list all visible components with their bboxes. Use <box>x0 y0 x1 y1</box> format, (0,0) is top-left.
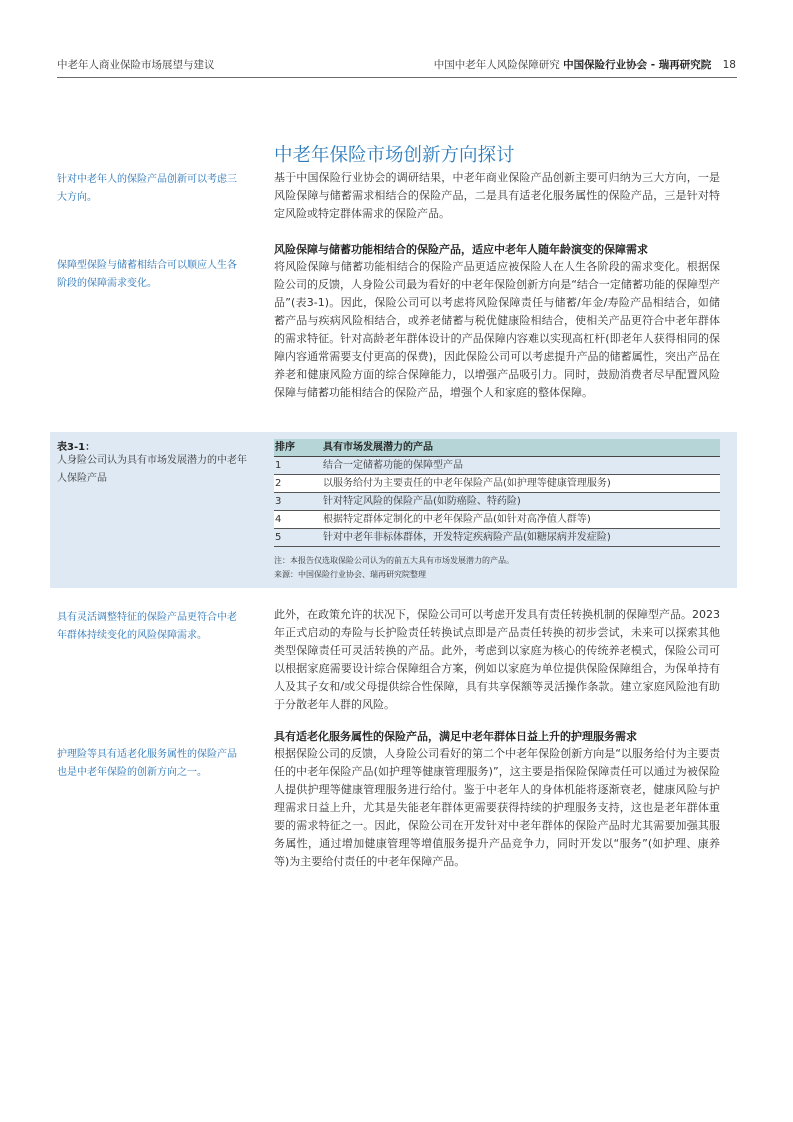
header-product: 具有市场发展潜力的产品 <box>323 442 433 453</box>
header-report-title: 中国中老年人风险保障研究 <box>433 59 560 71</box>
table-row <box>274 511 720 529</box>
row-product: 以服务给付为主要责任的中老年保险产品(如护理等健康管理服务) <box>323 478 611 489</box>
table-row <box>274 493 720 511</box>
side-note-1: 针对中老年人的保险产品创新可以考虑三大方向。 <box>57 174 237 203</box>
section2-heading: 具有适老化服务属性的保险产品，满足中老年群体日益上升的护理服务需求 <box>274 730 637 743</box>
flexible-products-paragraph: 此外，在政策允许的状况下，保险公司可以考虑开发具有责任转换机制的保障型产品。2023年正式启动的寿险与长护险责任转换试点即是产品责任转换的初步尝试，未来可以探索其他类型保障责任可灵活转换的产品。此外，考虑到以家庭为核心的传统养老模式，保险公司可以根据家庭需要设计综合保障组合方案，例如以家庭为单位提供保险保障组合，为保单持有人及其子女和/或父母提供综合性保障，具有共享保额等灵活操作条款。建立家庭风险池有助于分散老年人群的风险。 <box>274 608 720 711</box>
running-header-right <box>434 57 736 72</box>
table-label: 表3-1： <box>57 442 96 453</box>
header-divider <box>57 77 737 78</box>
side-note-3: 具有灵活调整特征的保险产品更符合中老年群体持续变化的风险保障需求。 <box>57 612 237 641</box>
row-rank: 2 <box>275 478 282 489</box>
page-number: 18 <box>722 59 736 71</box>
row-rank: 5 <box>275 532 282 543</box>
side-note-4: 护理险等具有适老化服务属性的保险产品也是中老年保险的创新方向之一。 <box>57 749 237 778</box>
section2-body: 根据保险公司的反馈，人身险公司看好的第二个中老年保险创新方向是“以服务给付为主要责任的中老年保险产品(如护理等健康管理服务)”，这主要是指保险保障责任可以通过为被保险人提供护理等健康管理服务进行给付。鉴于中老年人的身体机能将逐渐衰老，健康风险与护理需求日益上升，尤其是失能老年群体更需要获得持续的护理服务支持，这也是老年群体重要的需求特征之一。因此，保险公司在开发针对中老年群体的保险产品时尤其需要加强其服务属性，通过增加健康管理等增值服务提升产品竞争力，同时开发以“服务”(如护理、康养等)为主要给付责任的中老年保障产品。 <box>274 747 720 868</box>
header-publisher: 中国保险行业协会 - 瑞再研究院 <box>563 59 712 71</box>
table-row <box>274 529 720 547</box>
table-note: 注：本报告仅选取保险公司认为的前五大具有市场发展潜力的产品。 <box>274 556 514 565</box>
row-product: 针对特定风险的保险产品(如防癌险、特药险) <box>323 496 521 507</box>
row-product: 针对中老年非标体群体，开发特定疾病险产品(如糖尿病并发症险) <box>323 532 611 543</box>
side-note-2: 保障型保险与储蓄相结合可以顺应人生各阶段的保障需求变化。 <box>57 260 237 289</box>
table-row <box>274 475 720 493</box>
row-rank: 1 <box>275 460 282 471</box>
intro-paragraph: 基于中国保险行业协会的调研结果，中老年商业保险产品创新主要可归纳为三大方向，一是风险保障与储蓄需求相结合的保险产品，二是具有适老化服务属性的保险产品，三是针对特定风险或特定群体需求的保险产品。 <box>274 171 720 220</box>
running-header-left: 中老年人商业保险市场展望与建议 <box>57 59 215 71</box>
table-row <box>274 457 720 475</box>
row-product: 根据特定群体定制化的中老年保险产品(如针对高净值人群等) <box>323 514 591 525</box>
row-product: 结合一定储蓄功能的保障型产品 <box>323 460 463 471</box>
table-source: 来源：中国保险行业协会、瑞再研究院整理 <box>274 570 426 579</box>
row-rank: 3 <box>275 496 282 507</box>
row-rank: 4 <box>275 514 282 525</box>
product-table <box>274 439 720 547</box>
section1-heading: 风险保障与储蓄功能相结合的保险产品，适应中老年人随年龄演变的保障需求 <box>274 243 648 256</box>
header-rank: 排序 <box>275 442 295 453</box>
table-header-row <box>274 439 720 457</box>
section-title: 中老年保险市场创新方向探讨 <box>274 145 515 166</box>
section1-body: 将风险保障与储蓄功能相结合的保险产品更适应被保险人在人生各阶段的需求变化。根据保险公司的反馈，人身险公司最为看好的中老年保险创新方向是“结合一定储蓄功能的保障型产品”(表3-1)。因此，保险公司可以考虑将风险保障责任与储蓄/年金/寿险产品相结合，如储蓄产品与疾病风险相结合，或养老储蓄与税优健康险相结合，使相关产品更符合中老年群体的需求特征。针对高龄老年群体设计的产品保障内容难以实现高杠杆(即老年人获得相同的保障内容通常需要支付更高的保费)，因此保险公司可以考虑提升产品的储蓄属性，突出产品在养老和健康风险方面的综合保障能力，以增强产品吸引力。同时，鼓励消费者尽早配置风险保障与储蓄功能相结合的保险产品，增强个人和家庭的整体保障。 <box>274 260 720 399</box>
table-caption: 人身险公司认为具有市场发展潜力的中老年人保险产品 <box>57 455 247 484</box>
